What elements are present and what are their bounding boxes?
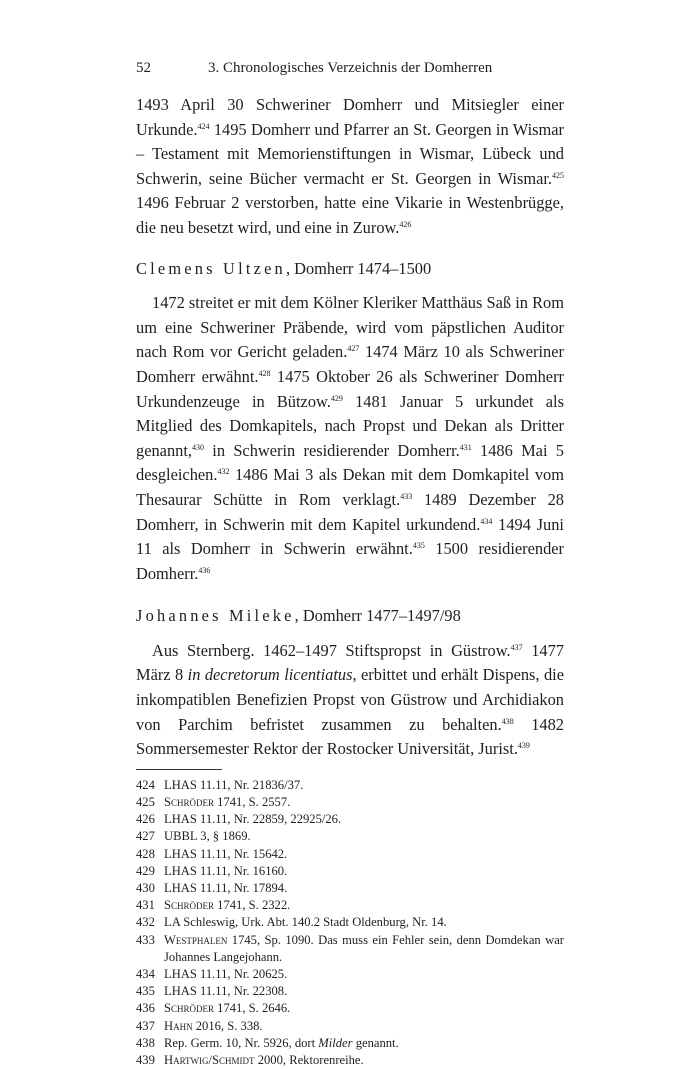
text-run: LHAS 11.11, Nr. 20625. [164, 967, 288, 982]
footnote [136, 932, 564, 966]
italic-term: in decretorum licentiatus [187, 665, 353, 685]
footnote-ref[interactable]: 435 [412, 541, 425, 551]
entry-name: Johannes Mileke [136, 606, 295, 626]
entry-title: , Domherr 1477–1497/98 [294, 606, 461, 626]
text-run: Rep. Germ. 10, Nr. 5926, dort [164, 1035, 319, 1050]
footnote-text [164, 1018, 564, 1035]
footnote-ref[interactable]: 428 [258, 368, 271, 378]
footnote [136, 1000, 564, 1017]
entry-name: Clemens Ultzen [136, 258, 286, 278]
footnote-text [164, 777, 564, 794]
footnote-ref[interactable]: 424 [197, 121, 210, 131]
footnote [136, 846, 564, 863]
footnote-number: 430 [136, 881, 155, 896]
footnote [136, 863, 564, 880]
author-name: Hahn [164, 1018, 193, 1033]
footnote [136, 880, 564, 897]
footnote-number: 428 [136, 846, 155, 861]
text-run: LHAS 11.11, Nr. 22308. [164, 984, 288, 999]
entry-title: , Domherr 1474–1500 [285, 258, 432, 278]
text-run: 2016, S. 338. [192, 1018, 263, 1033]
footnote [136, 828, 564, 845]
text-run: 1741, S. 2646. [214, 1001, 291, 1016]
footnote-ref[interactable]: 434 [480, 516, 493, 526]
text-run: 1500 residierender Domherr. [136, 539, 565, 583]
footnote-number: 433 [136, 932, 155, 947]
footnote-text [164, 846, 564, 863]
footnote [136, 811, 564, 828]
text-run: 1494 Juni 11 als Domherr in Schwerin erwähnt. [136, 514, 564, 559]
footnote-number: 436 [136, 1001, 155, 1016]
author-name: Schröder [164, 795, 215, 810]
footnote-number: 424 [136, 777, 155, 792]
footnote-ref[interactable]: 429 [330, 393, 343, 403]
footnote [136, 777, 564, 794]
footnote-text [164, 897, 564, 914]
footnote-ref[interactable]: 425 [552, 170, 564, 180]
author-name: Westphalen [164, 932, 228, 947]
footnotes [136, 777, 564, 1069]
footnote-ref[interactable]: 431 [459, 442, 472, 452]
footnote-ref[interactable]: 433 [400, 491, 413, 501]
entry-heading-ultzen [136, 257, 564, 282]
footnote-ref[interactable]: 430 [191, 442, 204, 452]
footnote [136, 1035, 564, 1052]
footnote-text [164, 932, 564, 966]
footnote [136, 794, 564, 811]
author-name: Schröder [164, 898, 215, 913]
footnote-separator [136, 769, 222, 770]
footnote-text [164, 863, 564, 880]
footnote-number: 431 [136, 898, 155, 913]
text-run: LHAS 11.11, Nr. 15642. [164, 846, 288, 861]
text-run: genannt. [352, 1035, 399, 1050]
footnote-text [164, 811, 564, 828]
footnote-text [164, 794, 564, 811]
text-run: 1474 März 10 als Schweriner Domherr erwähnt. [136, 342, 564, 386]
footnote-text [164, 1052, 564, 1069]
footnote-ref[interactable]: 427 [347, 344, 360, 354]
footnote-number: 427 [136, 829, 155, 844]
entry-paragraph [136, 639, 564, 762]
footnote-number: 435 [136, 984, 155, 999]
text-run: LA Schleswig, Urk. Abt. 140.2 Stadt Oldenburg, Nr. 14. [164, 915, 447, 930]
text-run: 1495 Domherr und Pfarrer an St. Georgen in Wismar – Testament mit Memorienstiftungen in Wismar, Lübeck und Schwerin, seine Bücher vermacht er St. Georgen in Wismar. [136, 119, 564, 188]
text-run: LHAS 11.11, Nr. 17894. [164, 881, 288, 896]
footnote-text [164, 1000, 564, 1017]
text-run: LHAS 11.11, Nr. 22859, 22925/26. [164, 812, 342, 827]
footnote-text [164, 983, 564, 1000]
text-run: 1745, Sp. 1090. Das muss ein Fehler sein, denn Domdekan war Johannes Langejohann. [164, 932, 564, 964]
text-run: in Schwerin residierender Domherr. [203, 440, 460, 460]
text-run: 1477 März 8 [136, 640, 564, 685]
entry-heading-mileke [136, 604, 564, 629]
continued-paragraph [136, 93, 564, 241]
footnote [136, 1052, 564, 1069]
page-header [136, 60, 564, 77]
footnote-ref[interactable]: 426 [399, 219, 412, 229]
author-name: Hartwig/Schmidt [164, 1053, 255, 1068]
text-run: LHAS 11.11, Nr. 16160. [164, 863, 288, 878]
footnote-number: 429 [136, 863, 155, 878]
main-text [136, 93, 564, 1069]
text-run: Aus Sternberg. 1462–1497 Stiftspropst in Güstrow. [152, 640, 511, 660]
footnote-number: 432 [136, 915, 155, 930]
footnote [136, 1018, 564, 1035]
footnote [136, 914, 564, 931]
footnote [136, 897, 564, 914]
footnote-ref[interactable]: 437 [510, 642, 523, 652]
footnote-ref[interactable]: 439 [517, 741, 530, 751]
running-title: 3. Chronologisches Verzeichnis der Domherren [208, 60, 493, 76]
author-name: Schröder [164, 1001, 215, 1016]
text-run: , erbittet und erhält Dispens, die inkompatiblen Benefizien Propst von Güstrow und Archidiakon von Parchim befristet zusammen zu behalten. [136, 665, 564, 734]
text-run: 1472 streitet er mit dem Kölner Kleriker Matthäus Saß in Rom um eine Schweriner Präbende, wird vom päpstlichen Auditor nach Rom vor Gericht geladen. [136, 293, 564, 362]
footnote-number: 437 [136, 1018, 155, 1033]
italic-term: Milder [318, 1035, 353, 1050]
page-number: 52 [136, 60, 151, 76]
footnote-text [164, 966, 564, 983]
footnote [136, 966, 564, 983]
footnote-ref[interactable]: 436 [198, 565, 211, 575]
footnote-number: 438 [136, 1035, 155, 1050]
footnote-number: 439 [136, 1053, 155, 1068]
footnote-number: 426 [136, 812, 155, 827]
text-run: 1496 Februar 2 verstorben, hatte eine Vikarie in Westenbrügge, die neu besetzt wird, und eine in Zurow. [136, 193, 564, 237]
footnote [136, 983, 564, 1000]
footnote-number: 425 [136, 795, 155, 810]
text-run: 1475 Oktober 26 als Schweriner Domherr Urkundenzeuge in Bützow. [136, 366, 565, 411]
text-run: 1493 April 30 Schweriner Domherr und Mitsiegler einer Urkunde. [136, 95, 564, 139]
entry-paragraph [136, 291, 564, 586]
footnote-ref[interactable]: 438 [501, 716, 514, 726]
footnote-text [164, 1035, 564, 1052]
footnote-ref[interactable]: 432 [217, 467, 230, 477]
text-run: 2000, Rektorenreihe. [254, 1053, 364, 1068]
footnote-text [164, 828, 564, 845]
text-run: 1741, S. 2557. [214, 795, 291, 810]
text-run: 1481 Januar 5 urkundet als Mitglied des Domkapitels, nach Propst und Dekan als Dritter genannt, [136, 391, 564, 460]
footnote-text [164, 880, 564, 897]
text-run: 1741, S. 2322. [214, 898, 291, 913]
text-run: UBBL 3, § 1869. [164, 829, 251, 844]
text-run: 1489 Dezember 28 Domherr, in Schwerin mit dem Kapitel urkundend. [136, 489, 564, 534]
footnote-text [164, 914, 564, 931]
text-run: LHAS 11.11, Nr. 21836/37. [164, 777, 304, 792]
text-run: 1482 Sommersemester Rektor der Rostocker Universität, Jurist. [136, 714, 564, 759]
footnote-number: 434 [136, 967, 155, 982]
text-run: 1486 Mai 5 desgleichen. [136, 440, 564, 485]
text-run: 1486 Mai 3 als Dekan mit dem Domkapitel vom Thesaurar Schütte in Rom verklagt. [136, 465, 564, 509]
